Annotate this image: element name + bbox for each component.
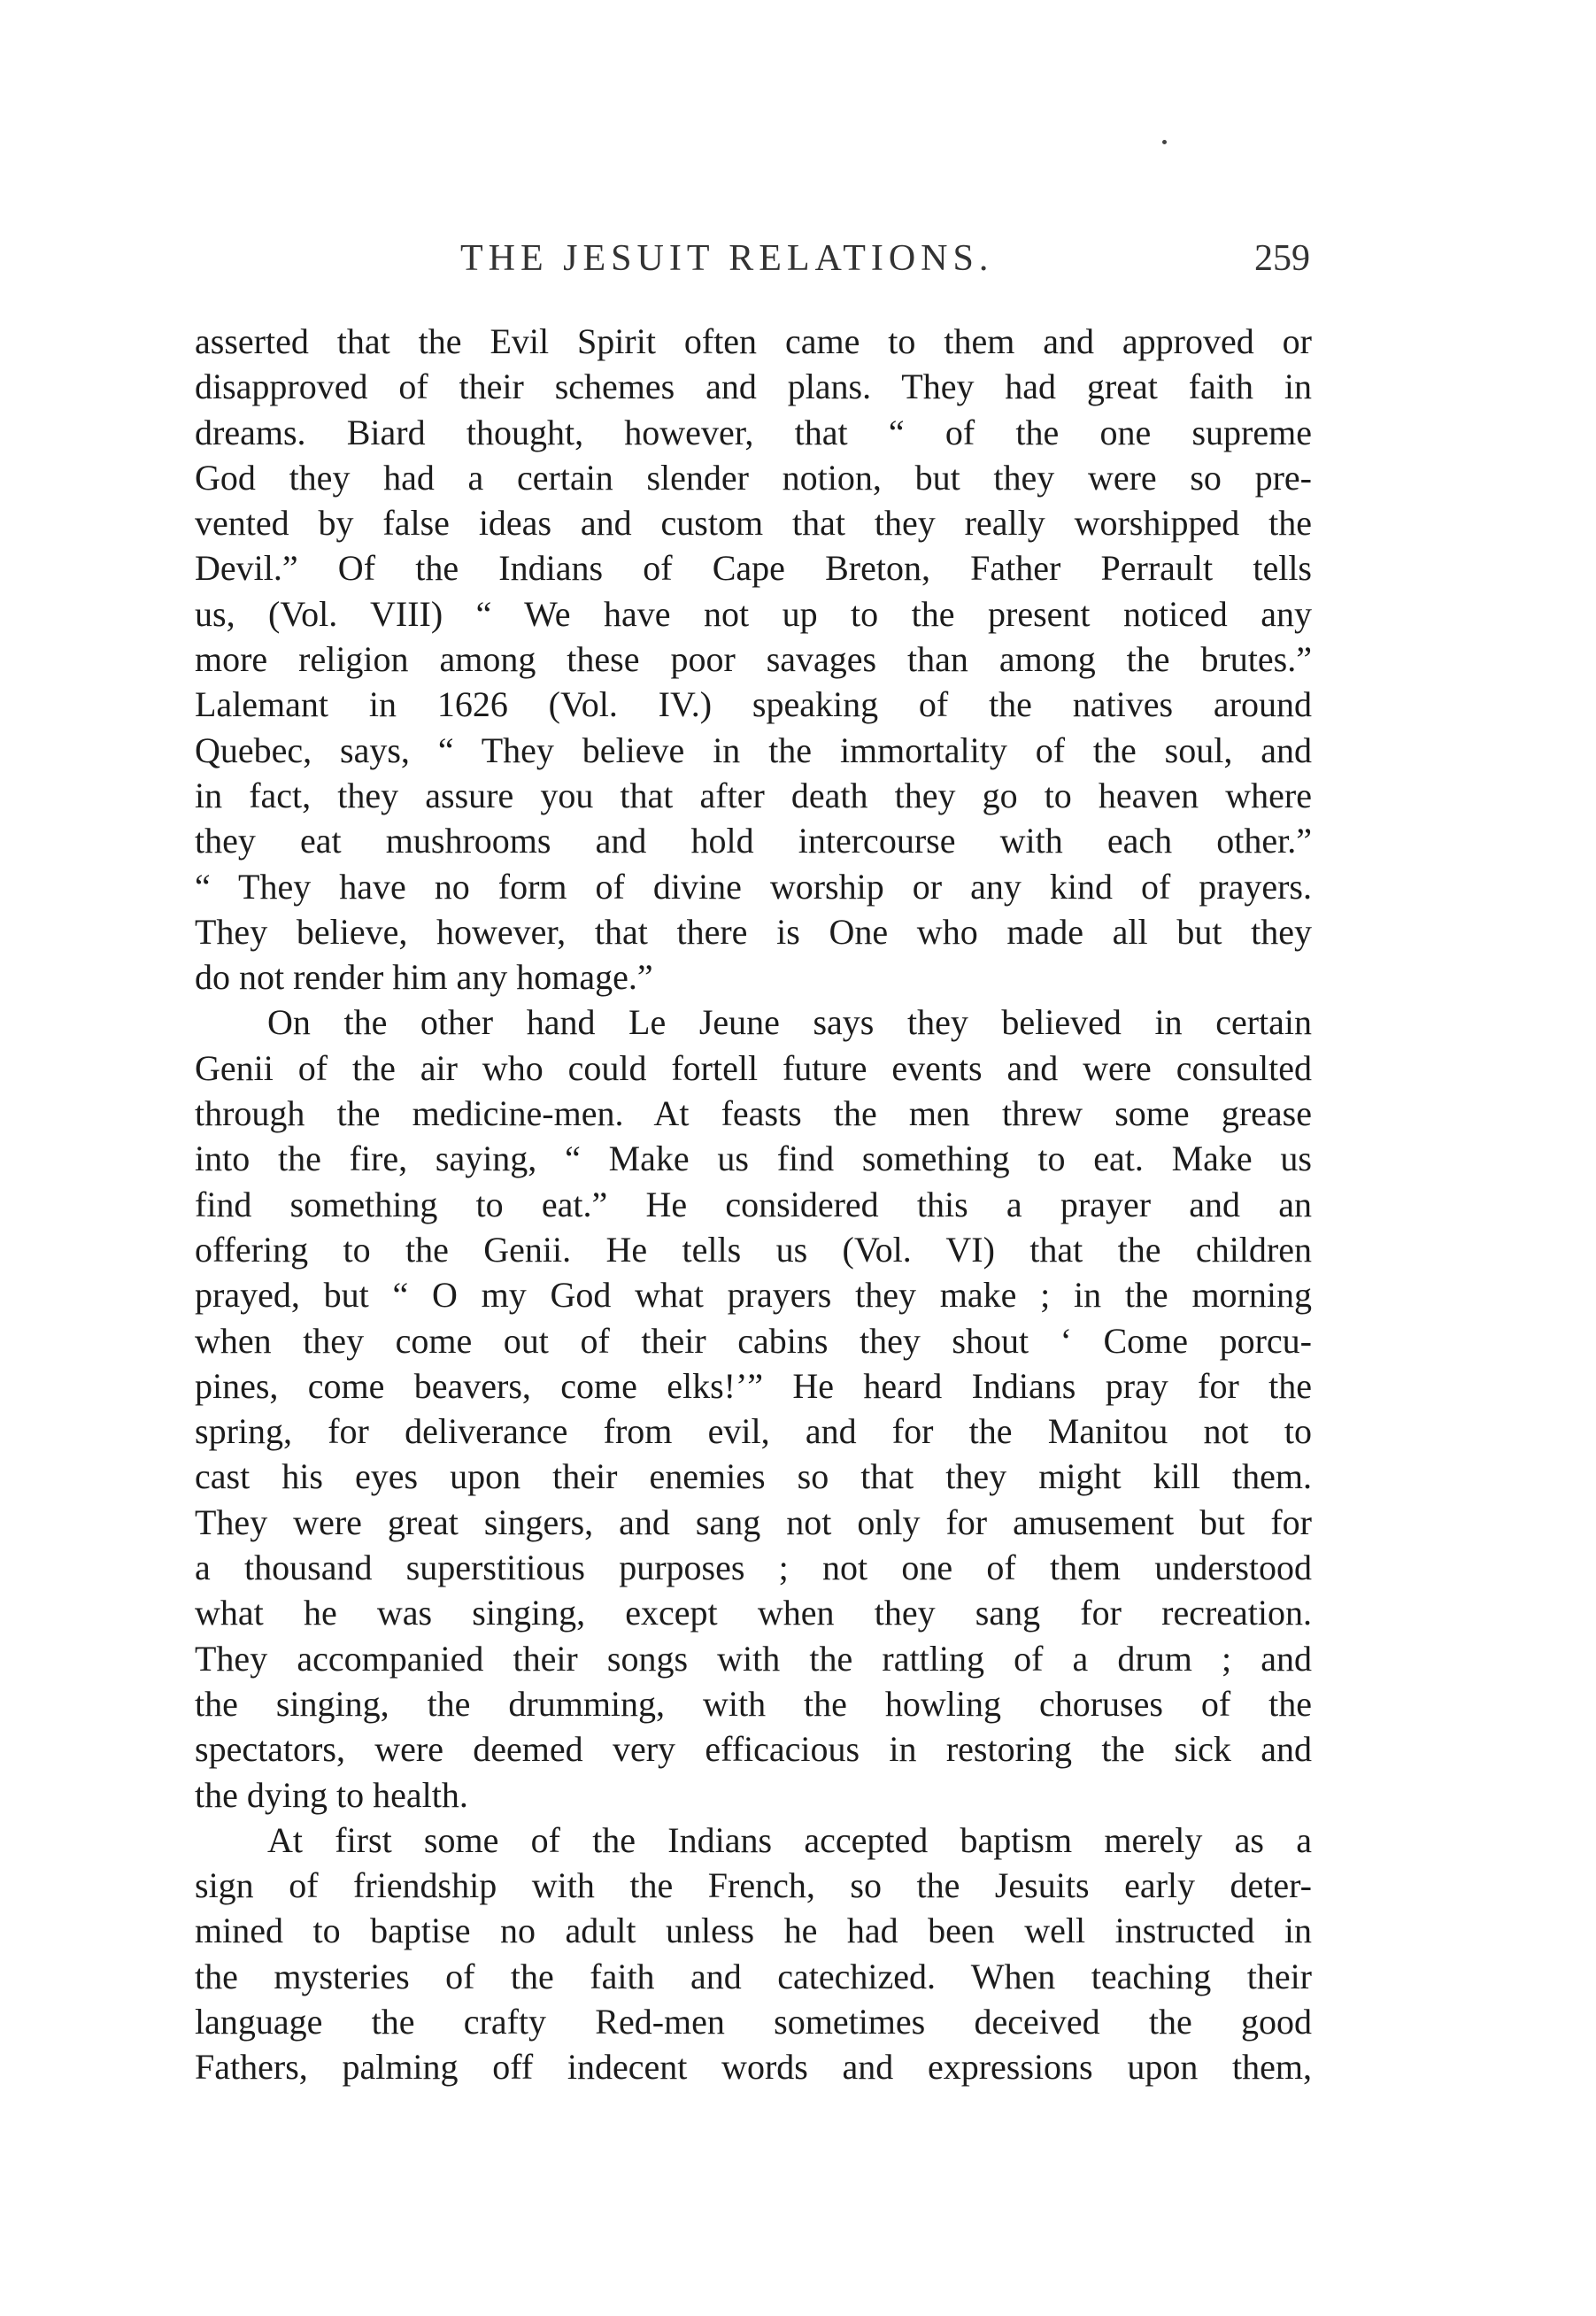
body-text xyxy=(195,319,1312,2090)
text-line: the mysteries of the faith and catechized. When teaching their xyxy=(195,1956,1312,1996)
text-line: dreams. Biard thought, however, that “ of the one supreme xyxy=(195,412,1312,452)
text-line: a thousand superstitious purposes ; not one of them understood xyxy=(195,1548,1312,1588)
text-line: Quebec, says, “ They believe in the immortality of the soul, and xyxy=(195,730,1312,770)
text-line: “ They have no form of divine worship or any kind of prayers. xyxy=(195,866,1312,907)
text-line: On the other hand Le Jeune says they believed in certain xyxy=(267,1002,1312,1043)
text-line: when they come out of their cabins they shout ‘ Come porcu- xyxy=(195,1320,1312,1361)
text-line: Devil.” Of the Indians of Cape Breton, Father Perrault tells xyxy=(195,548,1312,589)
text-line: in fact, they assure you that after death they go to heaven where xyxy=(195,775,1312,815)
text-line: the dying to health. xyxy=(195,1774,468,1815)
text-line: disapproved of their schemes and plans. They had great faith in xyxy=(195,367,1312,407)
text-line: do not render him any homage.” xyxy=(195,957,653,998)
text-line: the singing, the drumming, with the howling choruses of the xyxy=(195,1683,1312,1724)
text-line: God they had a certain slender notion, but they were so pre- xyxy=(195,457,1312,498)
text-line: spring, for deliverance from evil, and for the Manitou not to xyxy=(195,1411,1312,1452)
page-speck xyxy=(1162,140,1167,144)
text-line: they eat mushrooms and hold intercourse with each other.” xyxy=(195,821,1312,861)
text-line: more religion among these poor savages than among the brutes.” xyxy=(195,639,1312,680)
text-line: Fathers, palming off indecent words and expressions upon them, xyxy=(195,2047,1312,2088)
text-line: pines, come beavers, come elks!’” He heard Indians pray for the xyxy=(195,1365,1312,1406)
text-line: spectators, were deemed very efficacious in restoring the sick and xyxy=(195,1729,1312,1770)
text-line: find something to eat.” He considered this a prayer and an xyxy=(195,1184,1312,1224)
text-line: sign of friendship with the French, so the Jesuits early deter- xyxy=(195,1865,1312,1906)
page-number: 259 xyxy=(1254,238,1310,279)
text-line: prayed, but “ O my God what prayers they make ; in the morning xyxy=(195,1275,1312,1316)
text-line: into the fire, saying, “ Make us find something to eat. Make us xyxy=(195,1139,1312,1179)
text-line: offering to the Genii. He tells us (Vol. VI) that the children xyxy=(195,1229,1312,1270)
text-line: vented by false ideas and custom that they really worshipped the xyxy=(195,503,1312,544)
text-line: Genii of the air who could fortell future events and were consulted xyxy=(195,1047,1312,1088)
text-line: At first some of the Indians accepted baptism merely as a xyxy=(267,1819,1312,1860)
text-line: They were great singers, and sang not only for amusement but for xyxy=(195,1502,1312,1542)
text-line: They accompanied their songs with the rattling of a drum ; and xyxy=(195,1638,1312,1679)
running-head xyxy=(195,237,1310,290)
text-line: mined to baptise no adult unless he had been well instructed in xyxy=(195,1911,1312,1951)
text-line: us, (Vol. VIII) “ We have not up to the present noticed any xyxy=(195,593,1312,634)
text-line: cast his eyes upon their enemies so that they might kill them. xyxy=(195,1456,1312,1497)
text-line: Lalemant in 1626 (Vol. IV.) speaking of the natives around xyxy=(195,684,1312,725)
running-title: THE JESUIT RELATIONS. xyxy=(460,238,994,279)
text-line: asserted that the Evil Spirit often came to them and approved or xyxy=(195,321,1312,361)
text-line: what he was singing, except when they sang for recreation. xyxy=(195,1593,1312,1633)
text-line: They believe, however, that there is One who made all but they xyxy=(195,911,1312,952)
text-line: language the crafty Red-men sometimes deceived the good xyxy=(195,2001,1312,2042)
text-line: through the medicine-men. At feasts the men threw some grease xyxy=(195,1093,1312,1134)
